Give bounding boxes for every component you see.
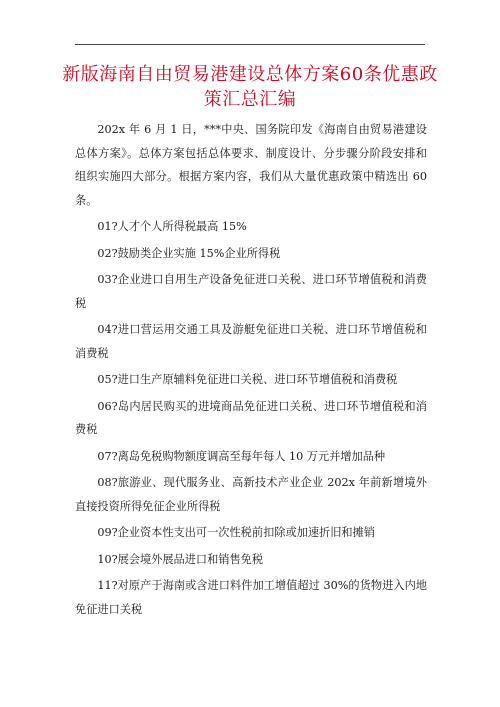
policy-item: 07?离岛免税购物额度调高至每年每人 10 万元并增加品种 <box>97 449 386 463</box>
policy-item: 05?进口生产原辅料免征进口关税、进口环节增值税和消费税 <box>97 373 398 386</box>
policy-item: 04?进口营运用交通工具及游艇免征进口关税、进口环节增值税和消费税 <box>75 323 427 360</box>
policy-item: 01?人才个人所得税最高 15% <box>97 220 247 233</box>
policy-item: 09?企业资本性支出可一次性税前扣除或加速折旧和摊销 <box>97 526 375 539</box>
document-title: 新版海南自由贸易港建设总体方案60条优惠政策汇总汇编 <box>62 64 438 110</box>
policy-item: 08?旅游业、现代服务业、高新技术产业企业 202x 年前新增境外直接投资所得免征企业所得税 <box>75 476 427 513</box>
document-body <box>75 118 427 621</box>
intro-paragraph: 202x 年 6 月 1 日，***中央、国务院印发《海南自由贸易港建设总体方案》。总体方案包括总体要求、制度设计、分步骤分阶段安排和组织实施四大部分。根据方案内容，我们从大量优惠政策中精选出 60 条。 <box>75 123 427 207</box>
policy-item: 03?企业进口自用生产设备免征进口关税、进口环节增值税和消费税 <box>75 273 427 310</box>
policy-item: 02?鼓励类企业实施 15%企业所得税 <box>97 246 281 260</box>
policy-item: 11?对原产于海南或含进口料件加工增值超过 30%的货物进入内地免征进口关税 <box>75 579 427 616</box>
header-rule <box>75 44 425 45</box>
policy-item: 10?展会境外展品进口和销售免税 <box>97 552 264 566</box>
policy-item: 06?岛内居民购买的进境商品免征进口关税、进口环节增值税和消费税 <box>75 399 427 436</box>
